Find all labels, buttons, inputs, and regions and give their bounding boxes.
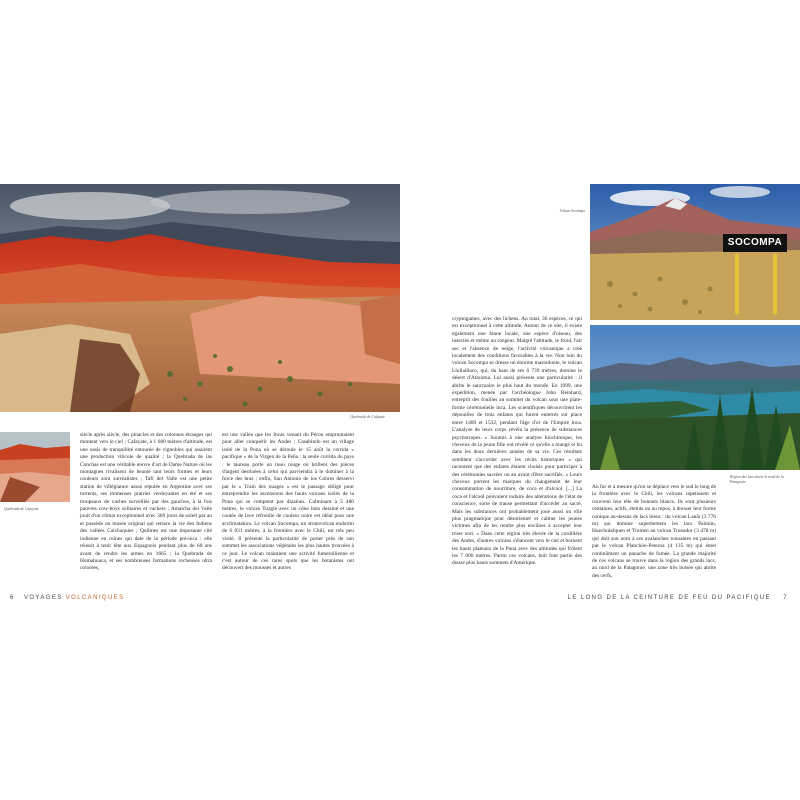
- right-folio-heading: LE LONG DE LA CEINTURE DE FEU DU PACIFIQUE: [567, 595, 771, 601]
- caption-quebrada-small: Quebrada de Cafayate: [4, 507, 39, 511]
- socompa-sign-text: SOCOMPA: [727, 237, 783, 248]
- left-folio: [10, 595, 124, 601]
- left-column-2: [222, 432, 354, 580]
- lakes-landscape-graphic: [590, 325, 800, 470]
- left-col2-text: est une vallée que les Incas venant du Pérou empruntaient pour aller conquérir les Andes ; Casabindo est un village isolé de la Puna où se déroule le 15 août la corrida « pacifique » de la Virgen de la Peña : la seule corrida du pays : le taureau porte un tissu rouge où brillent des pièces d'argent destinées à celui qui parviendra à le dominer à la force des bras ; enfin, San Antonio de los Cobres desservi par le « Train des nuages » est le passage obligé pour entreprendre les ascensions des hauts volcans isolés de la Puna qui se comptent par dizaines. Culminant à 5 480 mètres, le volcan Tuzgle avec un cône bien dessiné et une coulée de lave refroidie de couleur noire est idéal pour une acclimatation. Le volcan Socompa, un stratovolcan endormi de 6 031 mètres, à la frontière avec le Chili, est très peu visité. Il présente la particularité de porter près de son sommet les associations végétales les plus hautes trouvées à ce jour. Le volcan maintient une activité fumerollienne et c'est autour de ces rares spots que les botanistes ont découvert des mousses et autres: [222, 432, 354, 572]
- caption-quebrada-main: Quebrada de Cafayate: [350, 415, 385, 419]
- caption-socompa: Volcan Socompa: [559, 209, 585, 213]
- photo-quebrada-main: [0, 184, 400, 412]
- caption-patagonia-lakes: Région des lacs située le nord de la Patagonie: [730, 475, 784, 484]
- photo-quebrada-small: [0, 432, 70, 502]
- left-page-number: 6: [10, 595, 15, 601]
- right-folio: [568, 595, 788, 601]
- folio-word-volcaniques: VOLCANIQUES: [65, 595, 125, 601]
- right-column-2: [592, 484, 716, 587]
- right-col1-text: cryptogames, avec des lichens. Au total, 36 espèces, ce qui est exceptionnel à cette altitude. Autour de ce site, il existe également une faune locale, une espèce d'oiseau, des insectes et même un rongeur. Malgré l'altitude, le froid, l'air sec et l'absence de neige, l'activité volcanique a créé localement des conditions favorables à la vie. Non loin du volcan Socompa se dresse un énorme mastodonte, le volcan Llullaillaco, qui, du haut de ses 6 739 mètres, domine le désert d'Atacama. Lui aussi présente une particularité : il abrite le sanctuaire le plus haut du monde. En 1999, une expédition, menée par l'archéologue John Reinhard, entreprit des fouilles au sommet du volcan sous une plate-forme cérémonielle inca. Les scientifiques découvrirent les dépouilles de trois enfants qui furent enterrés sur place entre 1400 et 1532, pendant l'âge d'or de l'Empire inca. L'analyse de leurs corps révéla la présence de substances psychotropes. « Soumis à une analyse biochimique, les cheveux de la jeune fille ont révélé ce qu'elle a mangé et bu dans les deux dernières années de sa vie. Ces résultats semblent s'accorder avec les récits historiques » qui racontent que des enfants étaient choisis pour participer à des cérémonies sacrées un an avant d'être sacrifiés. « Leurs cheveux portent les marques du changement de leur consommation de nourriture, de coca et d'alcool. [...] La coca et l'alcool pouvaient induire des altérations de l'état de conscience, sorte de transe permettant d'accéder au sacré. Mais les substances ont probablement joué aussi un rôle plus pragmatique pour désorienter et calmer les jeunes victimes afin de les rendre plus enclines à accepter leur triste sort. » Dans cette région très élevée de la cordillère des Andes, d'autres volcans s'élancent vers le ciel et bornent les hauts plateaux de la Puna avec des altitudes qui frôlent les 7 000 mètres. Parmi ces volcans, huit font partie des douze plus hauts sommets d'Amérique.: [452, 316, 582, 567]
- right-page-number: 7: [783, 595, 788, 601]
- left-col1-text: siècle après siècle, des pinacles et des colonnes étranges qui montent vers le ciel ; Cafayate, à 1 600 mètres d'altitude, est une oasis de tranquillité entourée de vignobles qui assurent une production viticole de qualité ; la Quebrada de las Conchas est une véritable œuvre d'art de Dame Nature où les montagnes rivalisent de beauté tant leurs formes et leurs couleurs sont surréalistes ; Tafí del Valle est une petite station de villégiature assez réputée en Argentine avec ses torrents, ses immenses prairies verdoyantes en été et ses troupeaux de vaches surveillés par des gauchos, à la fois pauvres cow-boys solitaires et vachers ; Amaicha del Valle jouit d'un climat exceptionnel avec 360 jours de soleil par an et possède un musée original qui retrace la vie des Indiens des vallées Calchaquies ; Quilmes est une imposante cité indienne en ruines qui date de la période pré-inca : elle réussit à tenir tête aux Espagnols pendant plus de 60 ans avant de rendre les armes en 1665 ; la Quebrada de Humahuaca, et ses nombreuses formations rocheuses ultra colorées,: [80, 432, 212, 572]
- photo-volcan-socompa: [590, 184, 800, 320]
- quebrada-landscape-graphic: [0, 184, 400, 412]
- photo-patagonia-lakes: [590, 325, 800, 470]
- quebrada-small-graphic: [0, 432, 70, 502]
- right-column-1: [452, 316, 582, 575]
- right-col2-text: Au fur et à mesure qu'on se déplace vers le sud le long de la frontière avec le Chili, les volcans rapetissent et couvrent leur tête de bonnets blancs. Ils sont plusieurs centaines, actifs, éteints ou au repos, à dresser leur forme conique au-dessus de lacs bleus : du volcan Lanín (3 776 m) qui domine superbement les lacs Paimún, Huechulafquen et Tromen au volcan Tronador (3 478 m) qui doit son nom à ses avalanches tonnantes en passant par le volcan Planchón-Peteroa (4 135 m) qui émet continûment un panache de fumée. La grande majorité de ces volcans se trouve dans la région des grands lacs, au nord de la Patagonie, une zone très boisée qui abrite des cerfs,: [592, 484, 716, 579]
- left-column-1: [80, 432, 212, 580]
- socompa-landscape-graphic: [590, 184, 800, 320]
- folio-word-voyages: VOYAGES: [23, 595, 63, 601]
